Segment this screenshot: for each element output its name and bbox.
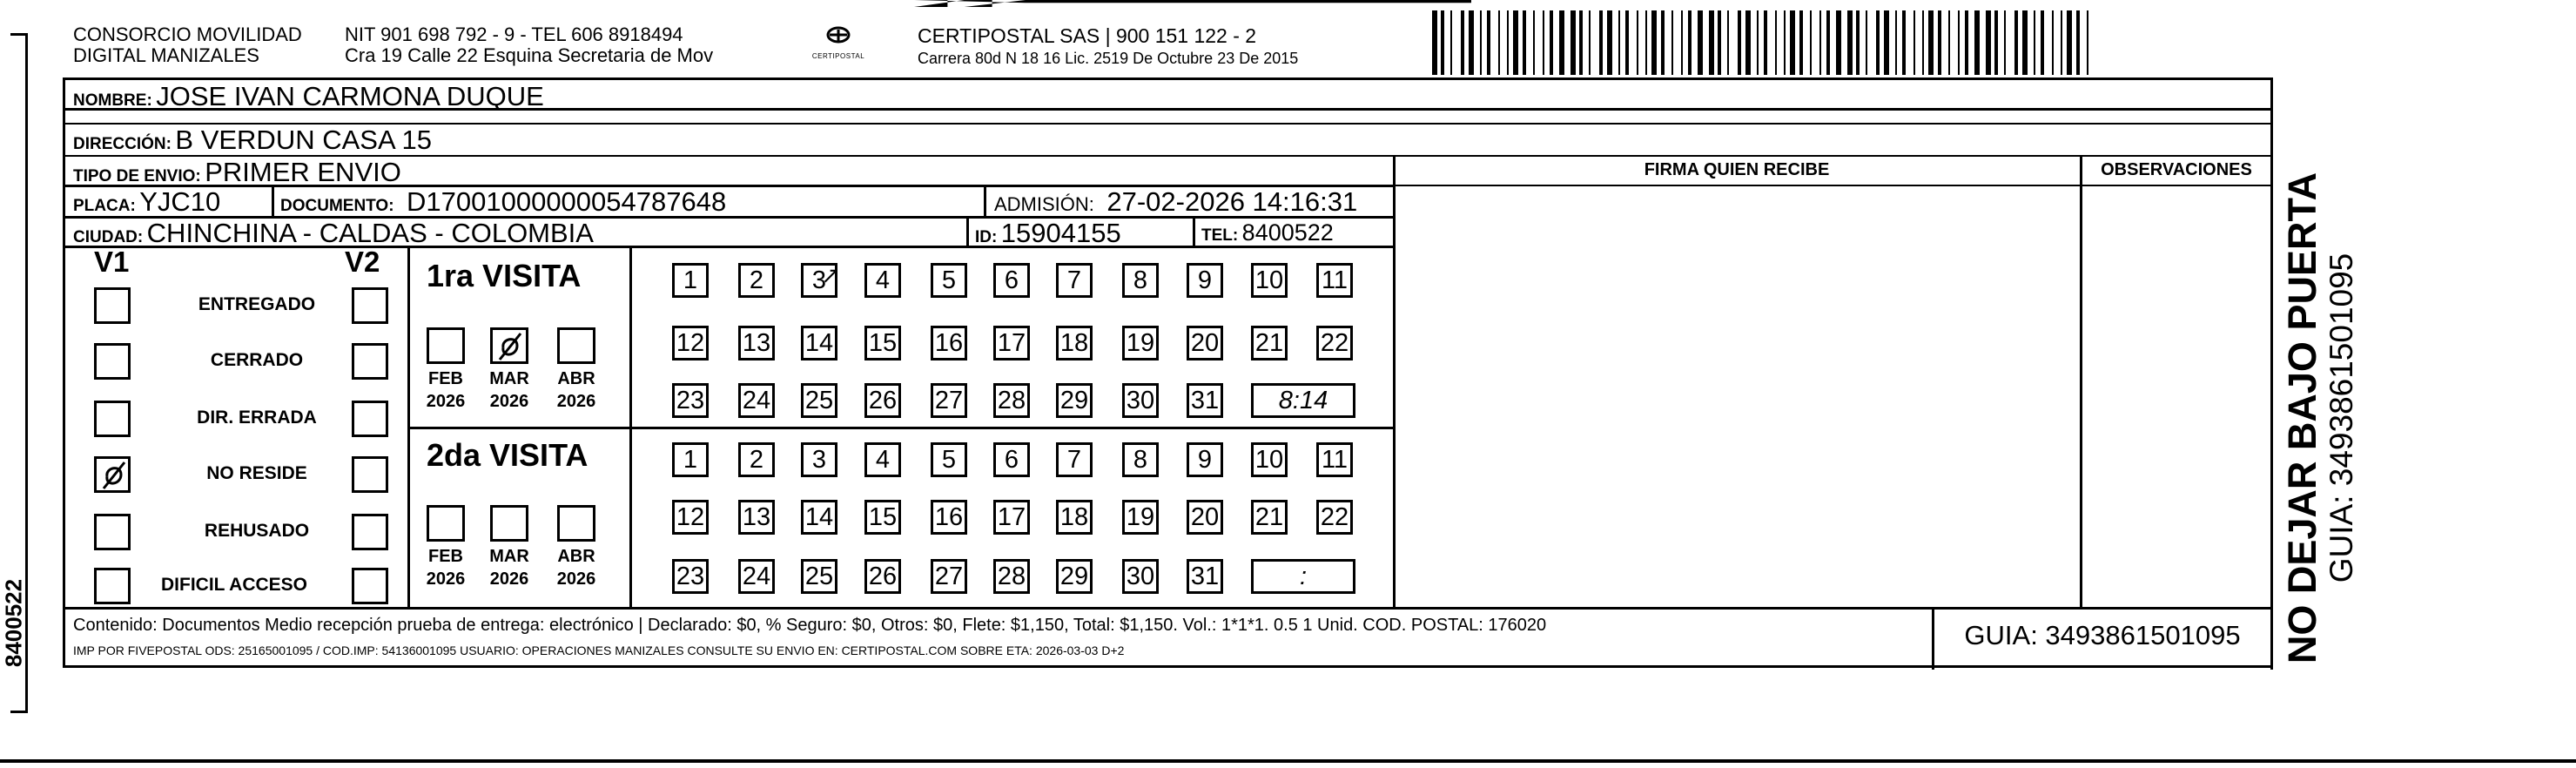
visit1-day-17[interactable]: 17 xyxy=(993,326,1030,360)
v2-checkbox-5[interactable] xyxy=(352,568,388,604)
visit2-day-14[interactable]: 14 xyxy=(801,500,837,535)
visit2-day-6[interactable]: 6 xyxy=(993,442,1030,477)
visit2-day-26[interactable]: 26 xyxy=(864,559,901,594)
v2-checkbox-4[interactable] xyxy=(352,514,388,550)
admision-value: 27-02-2026 14:16:31 xyxy=(1106,186,1358,217)
guia-side-text: GUIA: 3493861501095 xyxy=(2324,253,2359,583)
slash-mark-icon xyxy=(493,330,528,365)
visit2-day-11[interactable]: 11 xyxy=(1316,442,1353,477)
visit1-month-label-mar xyxy=(481,367,537,413)
observaciones-label: OBSERVACIONES xyxy=(2101,160,2252,179)
month-year: 2026 xyxy=(556,392,596,411)
visit2-day-23[interactable]: 23 xyxy=(672,559,709,594)
visit2-day-20[interactable]: 20 xyxy=(1187,500,1223,535)
visit2-day-31[interactable]: 31 xyxy=(1187,559,1223,594)
visit2-day-15[interactable]: 15 xyxy=(864,500,901,535)
firma-label: FIRMA QUIEN RECIBE xyxy=(1644,160,1830,179)
visit2-day-5[interactable]: 5 xyxy=(931,442,967,477)
visit2-day-7[interactable]: 7 xyxy=(1056,442,1093,477)
visit2-month-box-feb[interactable] xyxy=(427,505,465,542)
documento-row xyxy=(280,186,726,218)
visit1-time-box[interactable]: 8:14 xyxy=(1251,383,1355,418)
visit2-day-8[interactable]: 8 xyxy=(1122,442,1159,477)
nombre-value: JOSE IVAN CARMONA DUQUE xyxy=(156,81,544,111)
visit1-day-4[interactable]: 4 xyxy=(864,263,901,298)
no-dejar-text: NO DEJAR BAJO PUERTA xyxy=(2280,172,2324,664)
certipostal-logo xyxy=(808,23,869,64)
month-year: 2026 xyxy=(426,569,466,589)
visit1-day-19[interactable]: 19 xyxy=(1122,326,1159,360)
visit1-day-16[interactable]: 16 xyxy=(931,326,967,360)
tel-divider xyxy=(1193,216,1195,247)
visit1-month-label-abr xyxy=(548,367,604,413)
nombre-row xyxy=(73,81,544,112)
month-name: FEB xyxy=(428,547,463,566)
v1-label: V1 xyxy=(94,246,130,278)
visit2-day-28[interactable]: 28 xyxy=(993,559,1030,594)
month-year: 2026 xyxy=(556,569,596,589)
visit2-day-19[interactable]: 19 xyxy=(1122,500,1159,535)
v2-checkbox-1[interactable] xyxy=(352,343,388,380)
visit1-day-24[interactable]: 24 xyxy=(738,383,775,418)
visit1-day-14[interactable]: 14 xyxy=(801,326,837,360)
visit1-title: 1ra VISITA xyxy=(427,258,582,293)
visit2-day-12[interactable]: 12 xyxy=(672,500,709,535)
visit2-month-box-abr[interactable] xyxy=(557,505,595,542)
status-label-4: REHUSADO xyxy=(204,521,310,541)
observaciones-divider xyxy=(2080,155,2082,609)
visit2-day-13[interactable]: 13 xyxy=(738,500,775,535)
placa-divider xyxy=(272,185,274,216)
side-text xyxy=(2281,87,2359,749)
admision-row xyxy=(994,186,1357,218)
placa-value: YJC10 xyxy=(139,186,221,217)
visit1-day-23[interactable]: 23 xyxy=(672,383,709,418)
nombre-label: NOMBRE: xyxy=(73,91,152,110)
visit1-day-27[interactable]: 27 xyxy=(931,383,967,418)
ciudad-label: CIUDAD: xyxy=(73,228,144,246)
v1-checkbox-3[interactable] xyxy=(94,456,131,493)
visit1-day-31[interactable]: 31 xyxy=(1187,383,1223,418)
month-year: 2026 xyxy=(489,569,529,589)
right-border xyxy=(2270,77,2273,670)
visit1-month-box-mar[interactable] xyxy=(490,327,528,364)
visit2-title: 2da VISITA xyxy=(427,437,589,473)
visit2-day-18[interactable]: 18 xyxy=(1056,500,1093,535)
v2-checkbox-0[interactable] xyxy=(352,287,388,324)
left-margin-tick-top xyxy=(10,33,28,36)
month-name: ABR xyxy=(557,547,595,566)
month-name: MAR xyxy=(489,547,529,566)
guia-footer: GUIA: 3493861501095 xyxy=(1964,620,2241,650)
visit1-day-10[interactable]: 10 xyxy=(1251,263,1288,298)
visit1-day-15[interactable]: 15 xyxy=(864,326,901,360)
direccion-row xyxy=(73,125,432,156)
visit2-day-30[interactable]: 30 xyxy=(1122,559,1159,594)
imp-text: IMP POR FIVEPOSTAL ODS: 25165001095 / COD.IMP: 54136001095 USUARIO: OPERACIONES MANIZALES CONSULTE SU ENVIO EN: CERTIPOSTAL.COM SOBRE ETA: 2026-03-03 D+2 xyxy=(73,643,1125,657)
visit1-day-6[interactable]: 6 xyxy=(993,263,1030,298)
id-row xyxy=(975,218,1121,249)
company-name xyxy=(73,24,302,66)
visit2-time-box[interactable]: : xyxy=(1251,559,1355,594)
day-check-mark-icon: ↗ xyxy=(821,262,840,288)
logo-text: CERTIPOSTAL xyxy=(811,52,865,60)
bottom-page-line xyxy=(0,759,2576,763)
v1-checkbox-1[interactable] xyxy=(94,343,131,380)
visit2-day-3[interactable]: 3 xyxy=(801,442,837,477)
certipostal-line-2: Carrera 80d N 18 16 Lic. 2519 De Octubre 23 De 2015 xyxy=(918,50,1299,67)
visit2-day-16[interactable]: 16 xyxy=(931,500,967,535)
visit1-day-18[interactable]: 18 xyxy=(1056,326,1093,360)
visit1-day-13[interactable]: 13 xyxy=(738,326,775,360)
month-name: ABR xyxy=(557,369,595,388)
visit1-day-22[interactable]: 22 xyxy=(1316,326,1353,360)
month-year: 2026 xyxy=(426,392,466,411)
visit1-day-9[interactable]: 9 xyxy=(1187,263,1223,298)
placa-row xyxy=(73,186,220,218)
visit2-month-box-mar[interactable] xyxy=(490,505,528,542)
placa-label: PLACA: xyxy=(73,197,136,215)
visit-separator xyxy=(407,427,1395,429)
tipo-label: TIPO DE ENVIO: xyxy=(73,167,201,185)
tel-row xyxy=(1201,219,1334,246)
left-number: 8400522 xyxy=(0,578,27,668)
contenido-text: Contenido: Documentos Medio recepción prueba de entrega: electrónico | Declarado: $0, % Seguro: $0, Otros: $0, Flete: $1,150, Total: $1,150. Vol.: 1*1*1. 0.5 1 Unid. COD. POSTAL: 176020 xyxy=(73,616,1547,635)
visit1-day-25[interactable]: 25 xyxy=(801,383,837,418)
footer-line xyxy=(63,607,2273,610)
documento-value: D17001000000054787648 xyxy=(407,186,727,217)
visit1-month-box-abr[interactable] xyxy=(557,327,595,364)
slash-mark-icon xyxy=(97,459,131,494)
admision-label: ADMISIÓN: xyxy=(994,193,1094,215)
visit2-day-25[interactable]: 25 xyxy=(801,559,837,594)
visit2-day-29[interactable]: 29 xyxy=(1056,559,1093,594)
company-line-1: CONSORCIO MOVILIDAD xyxy=(73,24,302,45)
left-margin-tick-bottom xyxy=(10,711,28,713)
visit2-day-9[interactable]: 9 xyxy=(1187,442,1223,477)
v2-label: V2 xyxy=(345,246,380,278)
visit2-day-1[interactable]: 1 xyxy=(672,442,709,477)
certipostal-info xyxy=(918,24,1298,70)
status-label-3: NO RESIDE xyxy=(206,463,307,483)
tipo-value: PRIMER ENVIO xyxy=(205,157,401,187)
month-name: FEB xyxy=(428,369,463,388)
visit1-day-30[interactable]: 30 xyxy=(1122,383,1159,418)
certipostal-line-1: CERTIPOSTAL SAS | 900 151 122 - 2 xyxy=(918,24,1257,47)
status-label-1: CERRADO xyxy=(210,350,304,370)
visit1-month-label-feb xyxy=(418,367,474,413)
v2-checkbox-3[interactable] xyxy=(352,456,388,493)
tipo-row xyxy=(73,157,401,188)
visit2-month-label-abr xyxy=(548,545,604,590)
status-label-0: ENTREGADO xyxy=(198,294,316,314)
v1-checkbox-4[interactable] xyxy=(94,514,131,550)
tel-label: TEL: xyxy=(1201,226,1239,245)
visit1-day-5[interactable]: 5 xyxy=(931,263,967,298)
v1-checkbox-2[interactable] xyxy=(94,401,131,437)
visit2-day-17[interactable]: 17 xyxy=(993,500,1030,535)
visit1-day-7[interactable]: 7 xyxy=(1056,263,1093,298)
id-value: 15904155 xyxy=(1000,218,1121,248)
v2-checkbox-2[interactable] xyxy=(352,401,388,437)
month-year: 2026 xyxy=(489,392,529,411)
admision-divider xyxy=(984,185,986,216)
visit2-day-27[interactable]: 27 xyxy=(931,559,967,594)
visit1-day-28[interactable]: 28 xyxy=(993,383,1030,418)
visit2-day-4[interactable]: 4 xyxy=(864,442,901,477)
visit2-day-22[interactable]: 22 xyxy=(1316,500,1353,535)
status-label-5: DIFICIL ACCESO xyxy=(161,575,308,595)
documento-label: DOCUMENTO: xyxy=(280,197,394,215)
direccion-value: B VERDUN CASA 15 xyxy=(175,125,433,155)
cropped-header-glyphs xyxy=(914,0,1471,7)
tel-value: 8400522 xyxy=(1241,219,1334,246)
visit1-day-3[interactable]: 3 ↗ xyxy=(801,263,837,298)
barcode xyxy=(1432,10,2102,75)
visit1-day-11[interactable]: 11 xyxy=(1316,263,1353,298)
direccion-label: DIRECCIÓN: xyxy=(73,135,172,153)
month-name: MAR xyxy=(489,369,529,388)
status-label-2: DIR. ERRADA xyxy=(197,408,317,428)
visit2-day-24[interactable]: 24 xyxy=(738,559,775,594)
visit1-day-2[interactable]: 2 xyxy=(738,263,775,298)
ciudad-value: CHINCHINA - CALDAS - COLOMBIA xyxy=(146,218,594,248)
visit2-day-21[interactable]: 21 xyxy=(1251,500,1288,535)
visit1-month-box-feb[interactable] xyxy=(427,327,465,364)
visit2-month-label-mar xyxy=(481,545,537,590)
v1-checkbox-0[interactable] xyxy=(94,287,131,324)
visit2-day-10[interactable]: 10 xyxy=(1251,442,1288,477)
visit2-day-2[interactable]: 2 xyxy=(738,442,775,477)
company-line-2: DIGITAL MANIZALES xyxy=(73,44,259,66)
visit1-day-26[interactable]: 26 xyxy=(864,383,901,418)
visit1-day-20[interactable]: 20 xyxy=(1187,326,1223,360)
id-divider xyxy=(966,216,969,247)
nit-line: NIT 901 698 792 - 9 - TEL 606 8918494 xyxy=(345,24,683,45)
ciudad-row xyxy=(73,218,594,249)
id-label: ID: xyxy=(975,228,998,246)
firma-divider xyxy=(1393,155,1396,609)
company-contact xyxy=(345,24,713,66)
visit1-day-1[interactable]: 1 xyxy=(672,263,709,298)
barcode-bars xyxy=(1432,10,2102,75)
v1-checkbox-5[interactable] xyxy=(94,568,131,604)
visit1-day-29[interactable]: 29 xyxy=(1056,383,1093,418)
visit2-month-label-feb xyxy=(418,545,474,590)
visit1-day-8[interactable]: 8 xyxy=(1122,263,1159,298)
visit1-day-21[interactable]: 21 xyxy=(1251,326,1288,360)
visit1-day-12[interactable]: 12 xyxy=(672,326,709,360)
address-line: Cra 19 Calle 22 Esquina Secretaria de Mov xyxy=(345,44,714,66)
